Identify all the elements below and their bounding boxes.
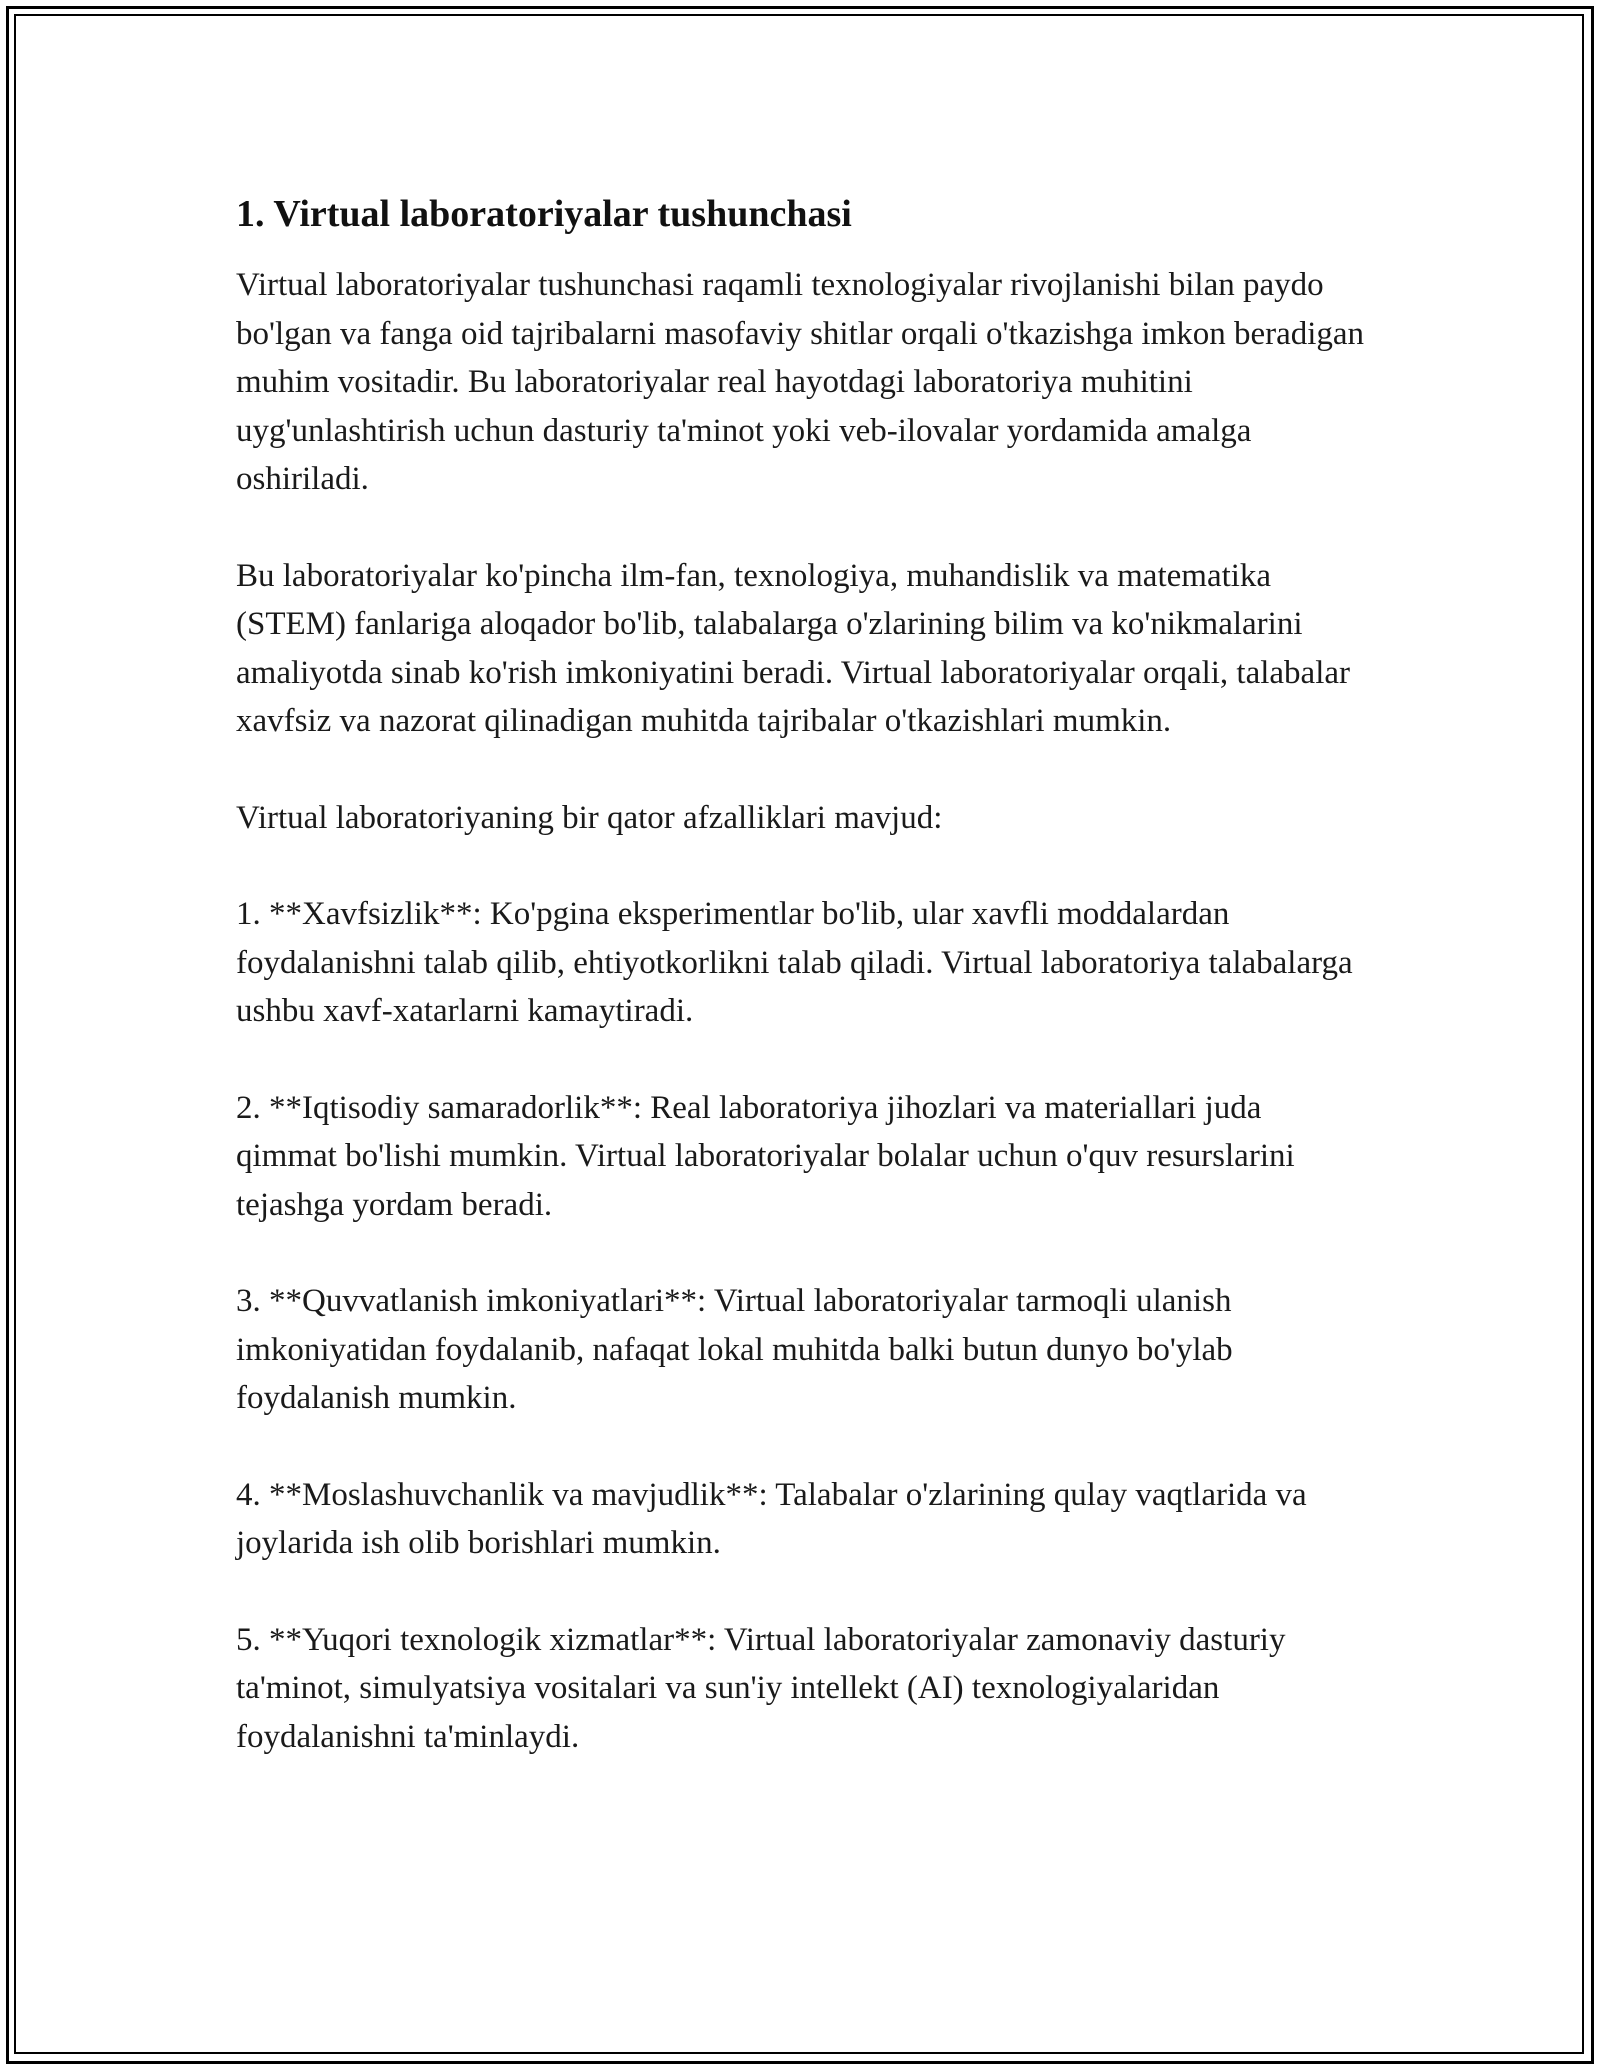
list-item-safety: 1. **Xavfsizlik**: Ko'pgina eksperimentlar bo'lib, ular xavfli moddalardan foydalanishni talab qilib, ehtiyotkorlikni talab qiladi. Virtual laboratoriya talabalarga ushbu xavf-xatarlarni kamaytiradi. bbox=[236, 896, 1353, 1029]
section-heading: 1. Virtual laboratoriyalar tushunchasi bbox=[236, 193, 852, 235]
list-item-connectivity: 3. **Quvvatlanish imkoniyatlari**: Virtual laboratoriyalar tarmoqli ulanish imkoniyatidan foydalanib, nafaqat lokal muhitda balki butun dunyo bo'ylab foydalanish mumkin. bbox=[236, 1283, 1233, 1416]
document-body bbox=[236, 186, 1366, 1809]
list-item-economy: 2. **Iqtisodiy samaradorlik**: Real laboratoriya jihozlari va materiallari juda qimmat bo'lishi mumkin. Virtual laboratoriyalar bolalar uchun o'quv resurslarini tejashga yordam beradi. bbox=[236, 1089, 1295, 1223]
paragraph-advantages-lead: Virtual laboratoriyaning bir qator afzalliklari mavjud: bbox=[236, 799, 943, 836]
paragraph-stem: Bu laboratoriyalar ko'pincha ilm-fan, texnologiya, muhandislik va matematika (STEM) fanlariga aloqador bo'lib, talabalarga o'zlarining bilim va ko'nikmalarini amaliyotda sinab ko'rish imkoniyatini beradi. Virtual laboratoriyalar orqali, talabalar xavfsiz va nazorat qilinadigan muhitda tajribalar o'tkazishlari mumkin. bbox=[236, 557, 1351, 739]
list-item-technology: 5. **Yuqori texnologik xizmatlar**: Virtual laboratoriyalar zamonaviy dasturiy ta'minot, simulyatsiya vositalari va sun'iy intellekt (AI) texnologiyalaridan foydalanishni ta'minlaydi. bbox=[236, 1621, 1286, 1755]
list-item-flexibility: 4. **Moslashuvchanlik va mavjudlik**: Talabalar o'zlarining qulay vaqtlarida va joylarida ish olib borishlari mumkin. bbox=[236, 1476, 1307, 1561]
paragraph-intro: Virtual laboratoriyalar tushunchasi raqamli texnologiyalar rivojlanishi bilan paydo bo'lgan va fanga oid tajribalarni masofaviy shitlar orqali o'tkazishga imkon beradigan muhim vositadir. Bu laboratoriyalar real hayotdagi laboratoriya muhitini uyg'unlashtirish uchun dasturiy ta'minot yoki veb-ilovalar yordamida amalga oshiriladi. bbox=[236, 267, 1365, 497]
